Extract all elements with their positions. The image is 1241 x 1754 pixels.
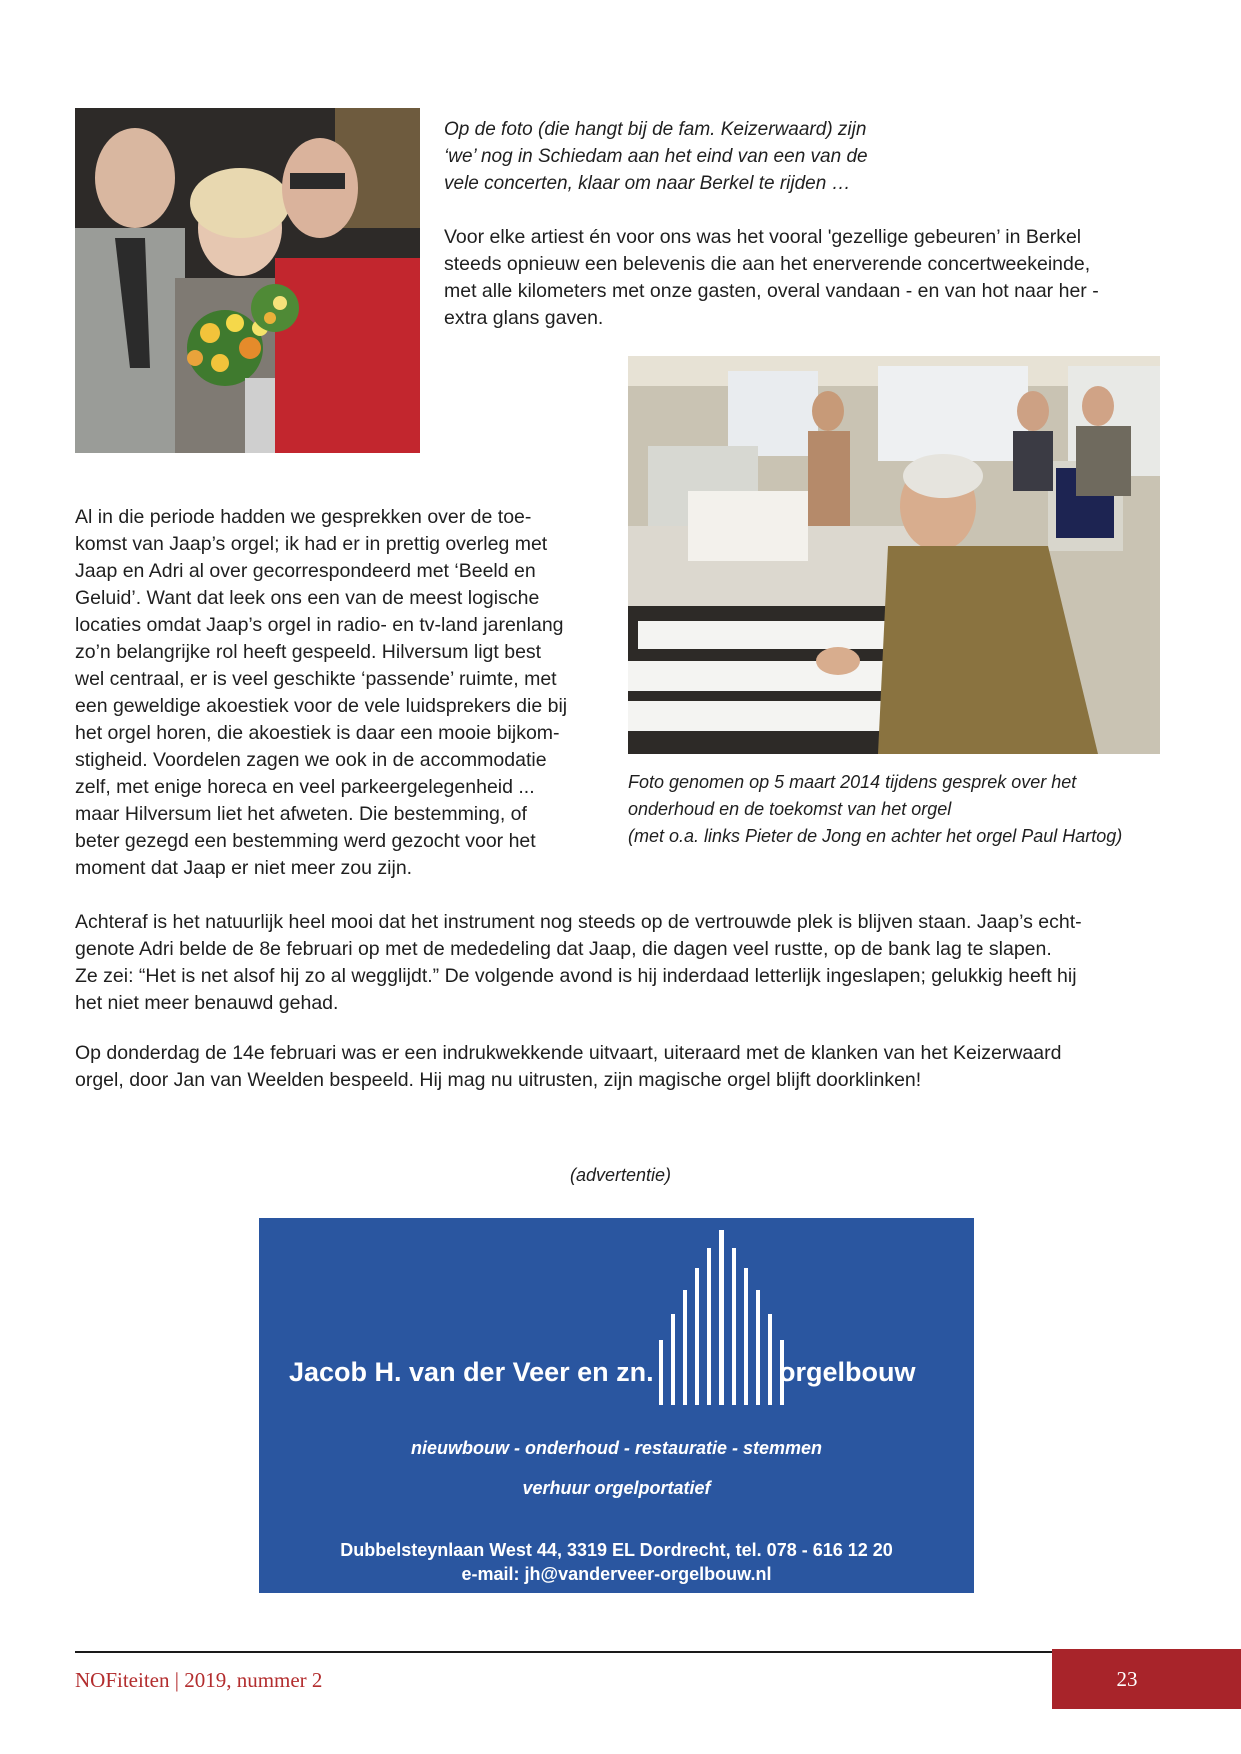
text-line: Jaap en Adri al over gecorrespondeerd met ‘Beeld en: [75, 560, 536, 582]
caption-line: ‘we’ nog in Schiedam aan het eind van een van de: [444, 146, 868, 167]
company-suffix: orgelbouw: [779, 1357, 916, 1387]
text-line: zo’n belangrijke rol heeft gespeeld. Hilversum ligt best: [75, 641, 542, 663]
text-line: genote Adri belde de 8e februari op met de mededeling dat Jaap, die dagen veel rustte, op de bank lag te slapen.: [75, 938, 1052, 960]
text-line: Achteraf is het natuurlijk heel mooi dat het instrument nog steeds op de vertrouwde plek is blijven staan. Jaap’s echt-: [75, 911, 1082, 933]
text-line: een geweldige akoestiek voor de vele luidsprekers die bij: [75, 695, 568, 717]
services-line: nieuwbouw - onderhoud - restauratie - stemmen: [410, 1438, 823, 1458]
photo-organ-meeting: [628, 356, 1160, 754]
caption-line: (met o.a. links Pieter de Jong en achter het orgel Paul Hartog): [628, 826, 1123, 846]
text-line: stigheid. Voordelen zagen we ook in de accommodatie: [75, 749, 547, 771]
caption-line: onderhoud en de toekomst van het orgel: [628, 799, 952, 819]
advertisement-banner: [259, 1218, 974, 1593]
text-line: beter gezegd een bestemming werd gezocht voor het: [75, 830, 536, 852]
intro-paragraph: [444, 224, 1164, 332]
page-number: 23: [1116, 1667, 1138, 1691]
text-line: zelf, met enige horeca en veel parkeergelegenheid ...: [75, 776, 535, 798]
text-line: komst van Jaap’s orgel; ik had er in prettig overleg met: [75, 533, 548, 555]
caption-line: Foto genomen op 5 maart 2014 tijdens gesprek over het: [628, 772, 1077, 792]
organ-pipes-logo: [259, 1218, 974, 1593]
footer-page-box: [1052, 1649, 1241, 1709]
company-name: Jacob H. van der Veer en zn.: [289, 1357, 654, 1387]
text-line: Op donderdag de 14e februari was er een indrukwekkende uitvaart, uiteraard met de klanken van het Keizerwaard: [75, 1042, 1062, 1064]
photo-concert-flowers: [75, 108, 420, 453]
text-line: het niet meer benauwd gehad.: [75, 992, 339, 1014]
advertisement-label: (advertentie): [569, 1165, 672, 1185]
closing-paragraph: [75, 909, 1175, 1017]
photo2-caption: [628, 769, 1228, 850]
photo1-caption: [444, 116, 904, 197]
footer-divider: [75, 1651, 1055, 1653]
address-line: Dubbelsteynlaan West 44, 3319 EL Dordrecht, tel. 078 - 616 12 20: [340, 1540, 893, 1560]
text-line: maar Hilversum liet het afweten. Die bestemming, of: [75, 803, 527, 825]
text-line: orgel, door Jan van Weelden bespeeld. Hij mag nu uitrusten, zijn magische orgel blijft doorklinken!: [75, 1069, 922, 1091]
text-line: het orgel horen, die akoestiek is daar een mooie bijkom-: [75, 722, 560, 744]
text-line: steeds opnieuw een belevenis die aan het enerverende concertweekeinde,: [444, 253, 1091, 275]
left-column-paragraph: [75, 504, 615, 882]
text-line: moment dat Jaap er niet meer zou zijn.: [75, 857, 413, 879]
text-line: locaties omdat Jaap’s orgel in radio- en tv-land jarenlang: [75, 614, 564, 636]
text-line: Al in die periode hadden we gesprekken over de toe-: [75, 506, 532, 528]
text-line: Geluid’. Want dat leek ons een van de meest logische: [75, 587, 540, 609]
text-line: wel centraal, er is veel geschikte ‘passende’ ruimte, met: [75, 668, 557, 690]
caption-line: Op de foto (die hangt bij de fam. Keizerwaard) zijn: [444, 119, 867, 140]
text-line: extra glans gaven.: [444, 307, 604, 329]
photo-organ-meeting-image: [628, 356, 1160, 754]
rental-line: verhuur orgelportatief: [522, 1478, 711, 1498]
email-line: e-mail: jh@vanderveer-orgelbouw.nl: [461, 1564, 772, 1584]
footer-publication: NOFiteiten | 2019, nummer 2: [75, 1668, 323, 1692]
caption-line: vele concerten, klaar om naar Berkel te rijden …: [444, 173, 851, 194]
final-paragraph: [75, 1040, 1175, 1094]
text-line: met alle kilometers met onze gasten, overal vandaan - en van hot naar her -: [444, 280, 1099, 302]
text-line: Voor elke artiest én voor ons was het vooral 'gezellige gebeuren’ in Berkel: [444, 226, 1082, 248]
text-line: Ze zei: “Het is net alsof hij zo al wegglijdt.” De volgende avond is hij inderdaad letterlijk ingeslapen; gelukkig heeft hij: [75, 965, 1077, 987]
photo-concert-flowers-image: [75, 108, 420, 453]
